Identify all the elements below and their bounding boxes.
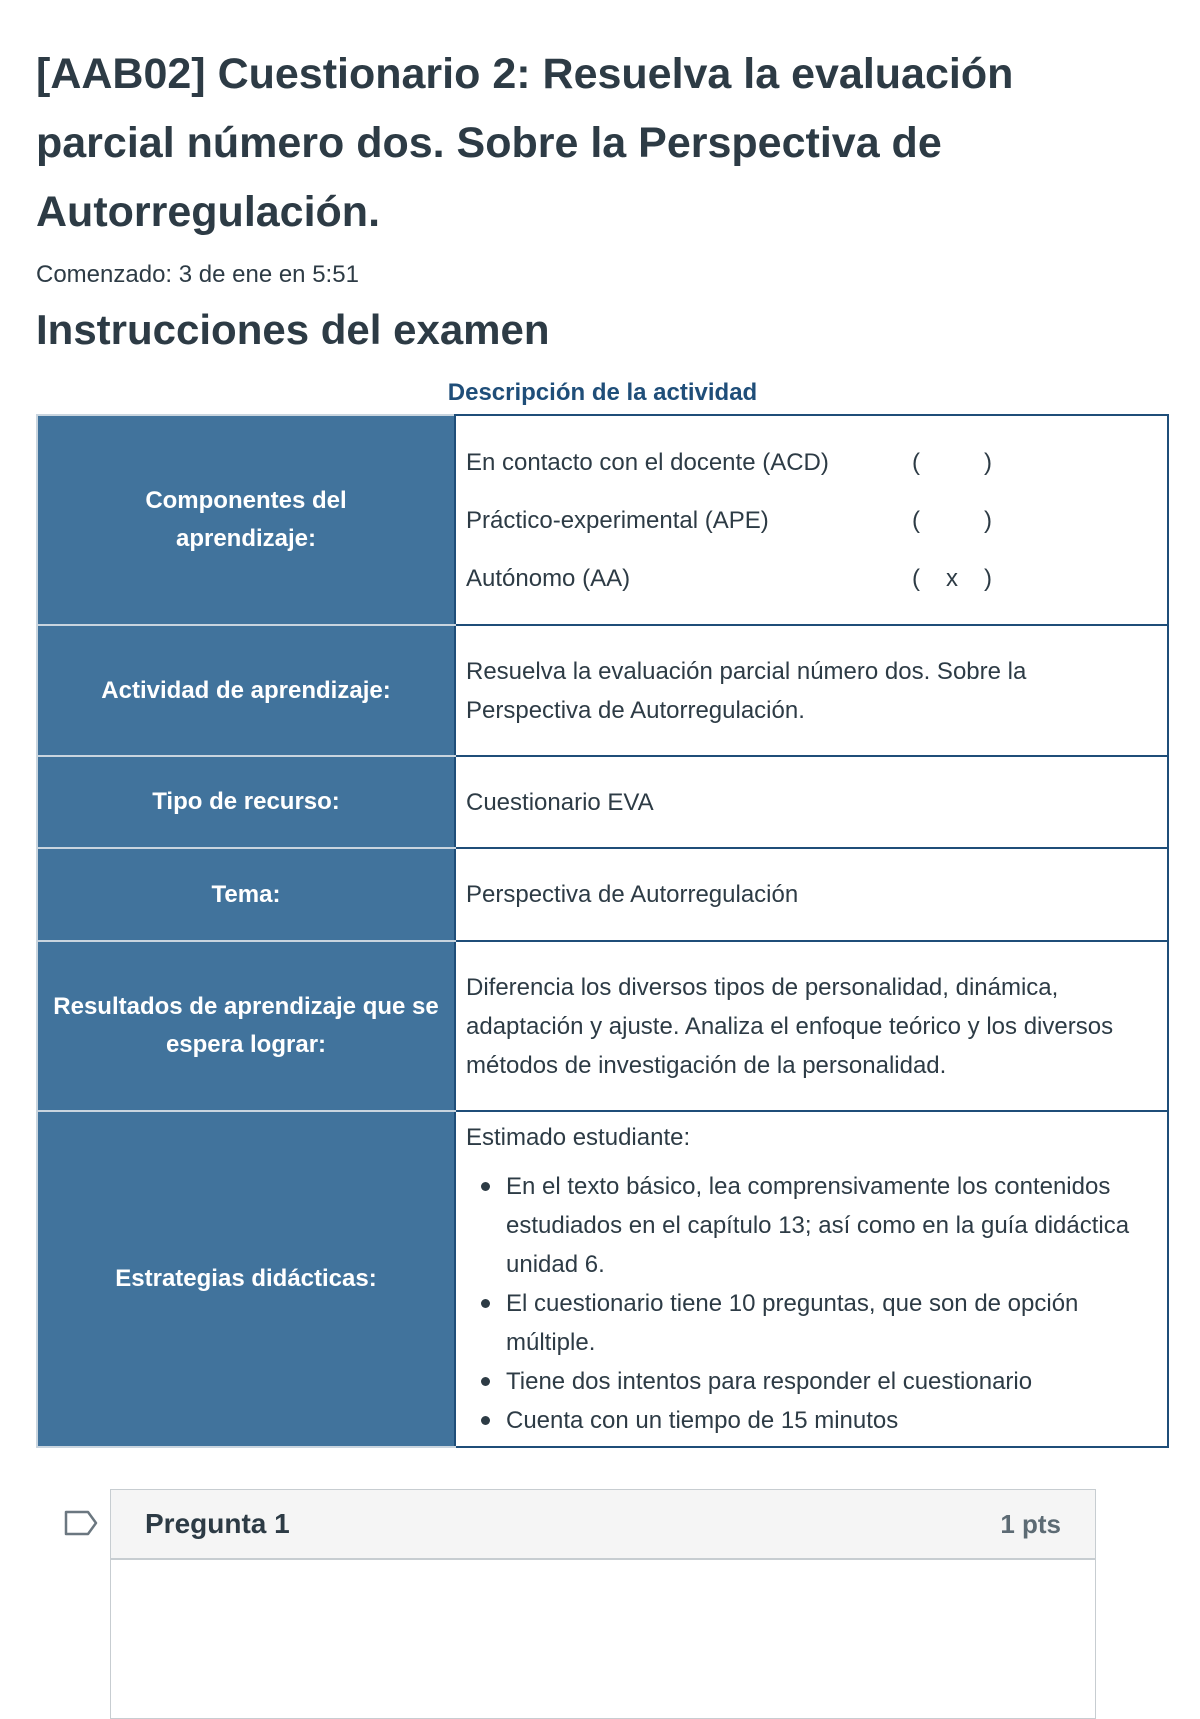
topic-label: Tema: — [37, 848, 455, 941]
instructions-heading: Instrucciones del examen — [36, 306, 550, 353]
table-row-activity — [37, 625, 1168, 756]
question-card — [110, 1489, 1096, 1719]
component-item — [466, 491, 1157, 549]
components-label: Componentes del aprendizaje: — [37, 415, 455, 625]
question-points: 1 pts — [1000, 1508, 1061, 1539]
component-checkmark: ( ) — [912, 506, 992, 534]
table-row-topic — [37, 848, 1168, 941]
resource-label: Tipo de recurso: — [37, 756, 455, 848]
started-timestamp: Comenzado: 3 de ene en 5:51 — [36, 261, 359, 288]
strategies-label: Estrategias didácticas: — [37, 1111, 455, 1447]
outcomes-value: Diferencia los diversos tipos de personalidad, dinámica, adaptación y ajuste. Analiza el enfoque teórico y los diversos métodos de investigación de la personalidad. — [455, 941, 1168, 1111]
list-item: Tiene dos intentos para responder el cuestionario — [506, 1362, 1157, 1401]
list-item: En el texto básico, lea comprensivamente los contenidos estudiados en el capítulo 13; así como en la guía didáctica unidad 6. — [506, 1167, 1157, 1284]
components-list — [455, 415, 1168, 625]
activity-description-table — [36, 414, 1169, 1448]
component-checkmark: ( x ) — [912, 564, 992, 592]
resource-value: Cuestionario EVA — [455, 756, 1168, 848]
strategies-value — [455, 1111, 1168, 1447]
activity-label: Actividad de aprendizaje: — [37, 625, 455, 756]
activity-value: Resuelva la evaluación parcial número dos. Sobre la Perspectiva de Autorregulación. — [455, 625, 1168, 756]
component-name: Práctico-experimental (APE) — [466, 506, 769, 534]
list-item: El cuestionario tiene 10 preguntas, que son de opción múltiple. — [506, 1284, 1157, 1362]
topic-value: Perspectiva de Autorregulación — [455, 848, 1168, 941]
question-header — [111, 1490, 1095, 1560]
activity-description-caption: Descripción de la actividad — [447, 379, 758, 406]
question-title: Pregunta 1 — [145, 1508, 290, 1539]
table-row-strategies — [37, 1111, 1168, 1447]
component-item — [466, 433, 1157, 491]
table-row-resource — [37, 756, 1168, 848]
strategies-list — [466, 1167, 1157, 1440]
component-name: Autónomo (AA) — [466, 564, 631, 592]
page-title: [AAB02] Cuestionario 2: Resuelva la evaluación parcial número dos. Sobre la Perspectiva de Autorregulación. — [36, 50, 1014, 236]
component-item — [466, 549, 1157, 607]
outcomes-label: Resultados de aprendizaje que se espera lograr: — [37, 941, 455, 1111]
component-checkmark: ( ) — [912, 448, 992, 476]
table-row-components — [37, 415, 1168, 625]
table-row-outcomes — [37, 941, 1168, 1111]
strategies-intro: Estimado estudiante: — [466, 1124, 691, 1151]
flag-question-icon[interactable] — [64, 1510, 98, 1536]
component-name: En contacto con el docente (ACD) — [466, 448, 829, 476]
list-item: Cuenta con un tiempo de 15 minutos — [506, 1401, 1157, 1440]
